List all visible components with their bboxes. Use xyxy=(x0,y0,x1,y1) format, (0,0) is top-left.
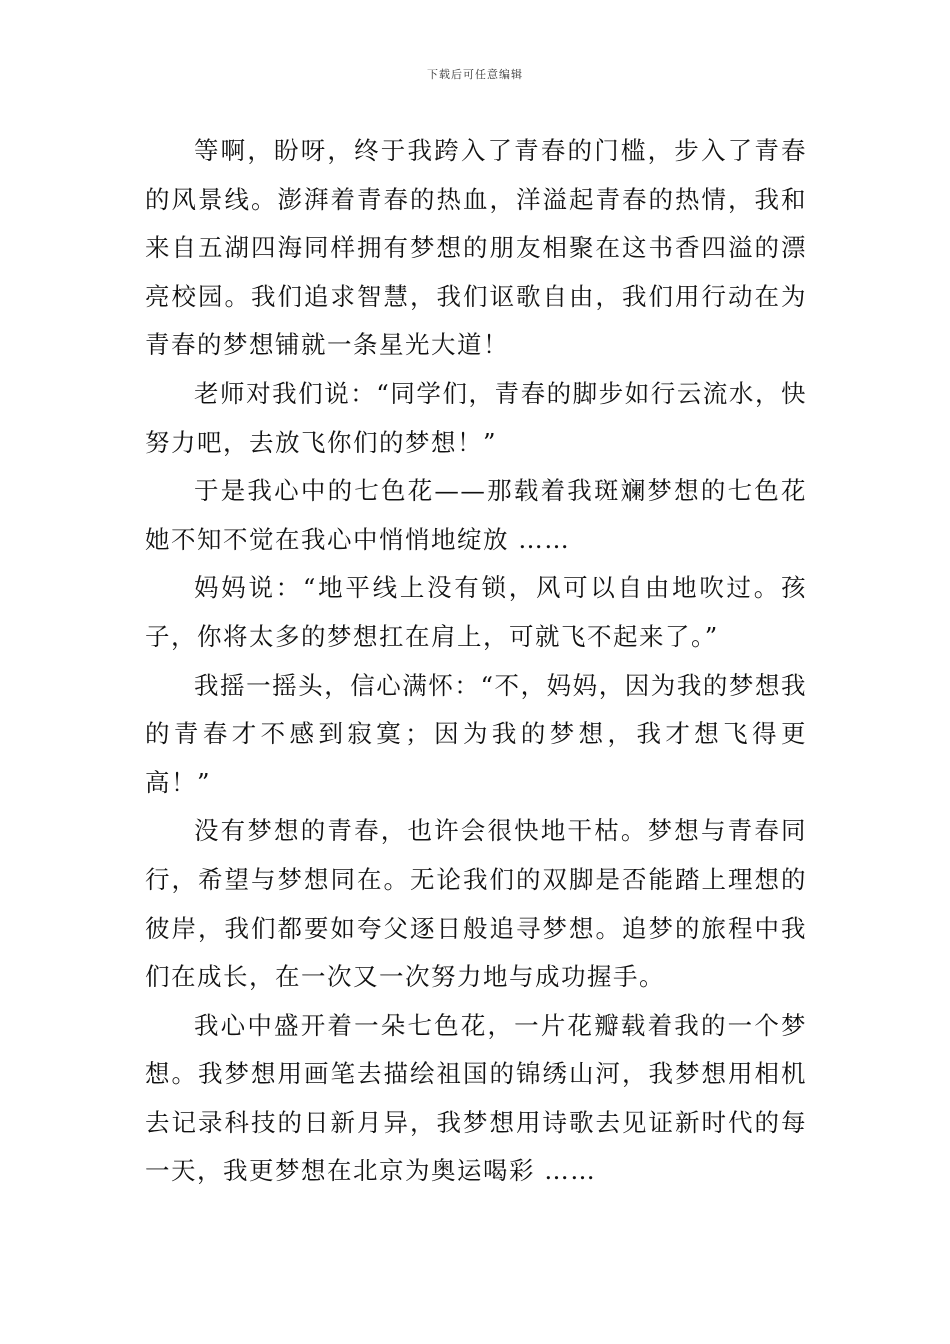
document-body xyxy=(145,127,807,1196)
paragraph-1: 等啊，盼呀，终于我跨入了青春的门槛，步入了青春的风景线。澎湃着青春的热血，洋溢起青春的热情，我和来自五湖四海同样拥有梦想的朋友相聚在这书香四溢的漂亮校园。我们追求智慧，我们讴歌自由，我们用行动在为青春的梦想铺就一条星光大道！ xyxy=(145,136,807,360)
page-header-note: 下载后可任意编辑 xyxy=(427,68,523,81)
paragraph-7: 我心中盛开着一朵七色花，一片花瓣载着我的一个梦想。我梦想用画笔去描绘祖国的锦绣山河，我梦想用相机去记录科技的日新月异，我梦想用诗歌去见证新时代的每一天，我更梦想在北京为奥运喝彩 …… xyxy=(145,1010,807,1186)
paragraph-3: 于是我心中的七色花——那载着我斑斓梦想的七色花她不知不觉在我心中悄悄地绽放 …… xyxy=(145,476,807,554)
paragraph-4: 妈妈说：“地平线上没有锁，风可以自由地吹过。孩子，你将太多的梦想扛在肩上，可就飞不起来了。” xyxy=(145,573,807,651)
paragraph-5: 我摇一摇头，信心满怀：“不，妈妈，因为我的梦想我的青春才不感到寂寞；因为我的梦想，我才想飞得更高！” xyxy=(145,670,807,797)
paragraph-2: 老师对我们说：“同学们，青春的脚步如行云流水，快努力吧，去放飞你们的梦想！” xyxy=(145,378,807,457)
paragraph-6: 没有梦想的青春，也许会很快地干枯。梦想与青春同行，希望与梦想同在。无论我们的双脚是否能踏上理想的彼岸，我们都要如夸父逐日般追寻梦想。追梦的旅程中我们在成长，在一次又一次努力地与成功握手。 xyxy=(145,816,807,992)
